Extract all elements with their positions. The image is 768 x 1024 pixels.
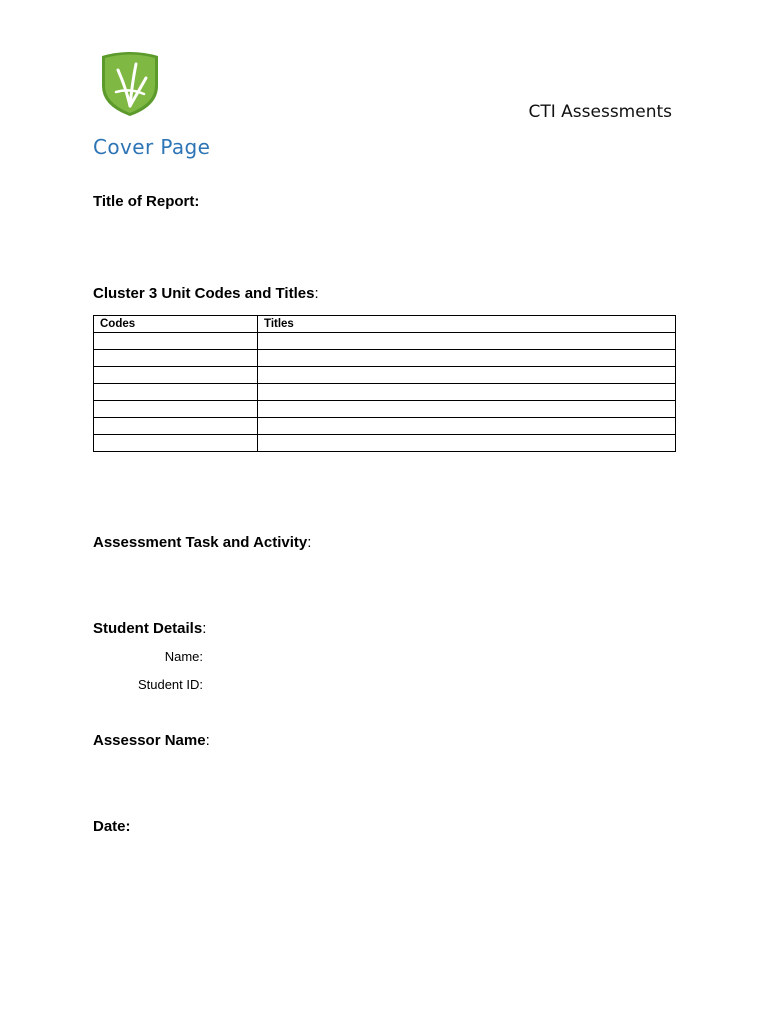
- organization-name: CTI Assessments: [528, 102, 672, 122]
- assessor-name-text: Assessor Name: [93, 732, 206, 749]
- table-header-row: [94, 316, 676, 333]
- column-header-codes: Codes: [94, 316, 258, 333]
- assessment-task-colon: :: [307, 534, 312, 551]
- date-text: Date:: [93, 818, 131, 835]
- table-row: [94, 333, 676, 350]
- assessor-name-colon: :: [205, 732, 210, 749]
- title-cell[interactable]: [258, 350, 676, 367]
- title-cell[interactable]: [258, 384, 676, 401]
- title-cell[interactable]: [258, 367, 676, 384]
- assessment-task-text: Assessment Task and Activity: [93, 534, 308, 551]
- table-row: [94, 384, 676, 401]
- assessment-task-heading: [93, 534, 311, 551]
- title-cell[interactable]: [258, 418, 676, 435]
- cluster-heading-colon: :: [314, 285, 319, 302]
- report-title-text: Title of Report:: [93, 193, 200, 210]
- table-row: [94, 367, 676, 384]
- code-cell[interactable]: [94, 367, 258, 384]
- unit-codes-table: [93, 315, 676, 452]
- cluster-heading: [93, 285, 319, 302]
- title-cell[interactable]: [258, 401, 676, 418]
- student-name-label: Name:: [164, 649, 203, 664]
- title-cell[interactable]: [258, 333, 676, 350]
- student-details-text: Student Details: [93, 620, 203, 637]
- student-id-label: Student ID:: [137, 677, 203, 692]
- table-row: [94, 350, 676, 367]
- student-details-colon: :: [202, 620, 207, 637]
- page-title: Cover Page: [93, 135, 211, 159]
- code-cell[interactable]: [94, 333, 258, 350]
- code-cell[interactable]: [94, 401, 258, 418]
- title-cell[interactable]: [258, 435, 676, 452]
- leaf-shield-logo-icon: [96, 48, 164, 118]
- date-heading: [93, 818, 131, 835]
- cluster-heading-text: Cluster 3 Unit Codes and Titles: [93, 285, 315, 302]
- student-details-heading: [93, 620, 206, 637]
- code-cell[interactable]: [94, 418, 258, 435]
- code-cell[interactable]: [94, 435, 258, 452]
- table-row: [94, 418, 676, 435]
- report-title-label: [93, 193, 199, 210]
- table-row: [94, 435, 676, 452]
- code-cell[interactable]: [94, 384, 258, 401]
- column-header-titles: Titles: [258, 316, 676, 333]
- assessor-name-heading: [93, 732, 210, 749]
- code-cell[interactable]: [94, 350, 258, 367]
- table-row: [94, 401, 676, 418]
